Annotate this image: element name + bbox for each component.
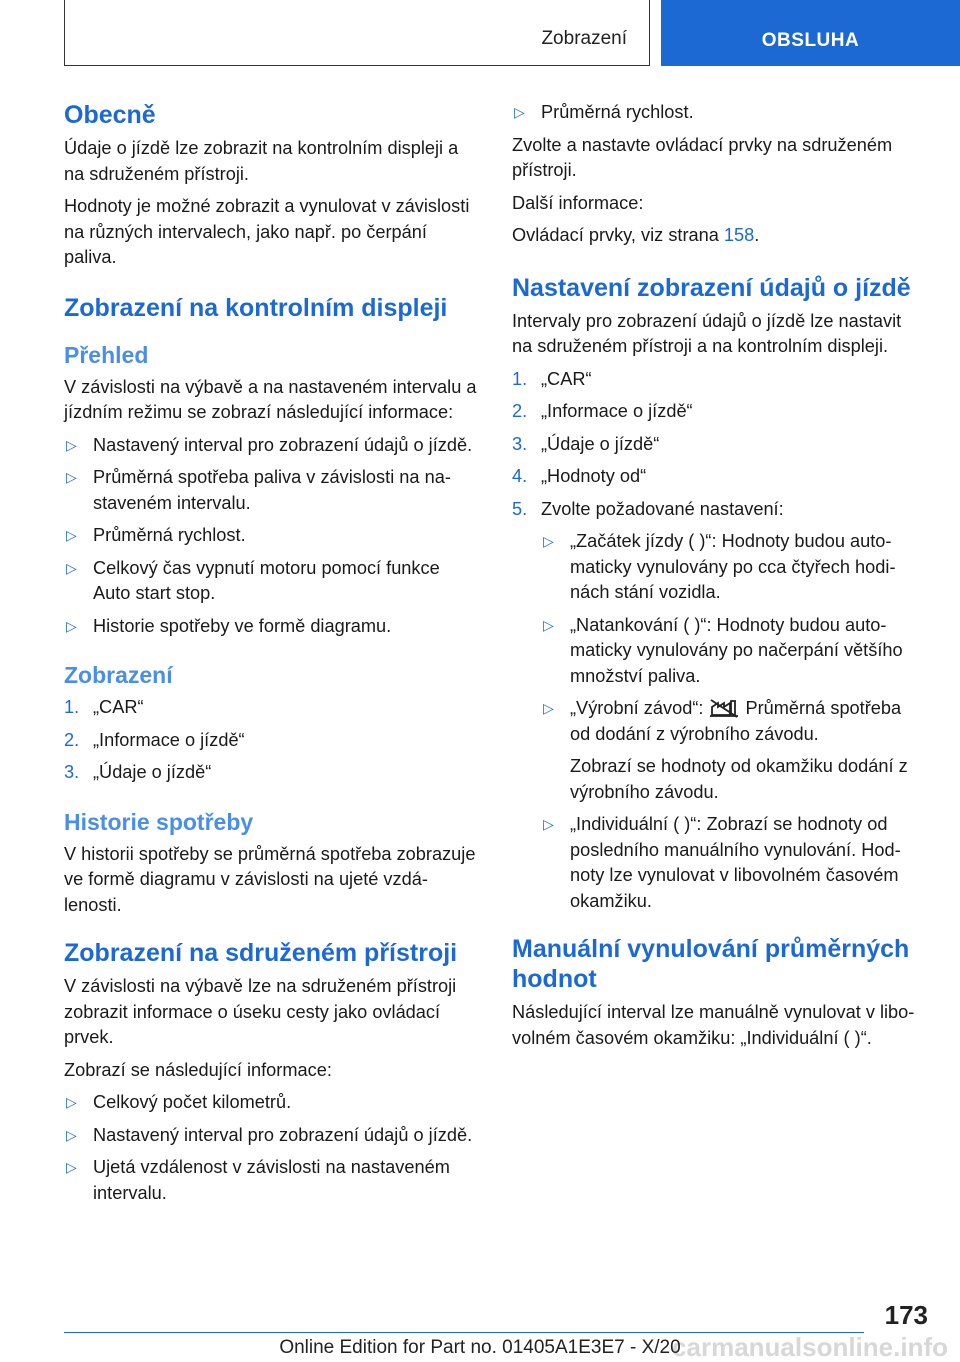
list-continued <box>512 100 926 126</box>
page-header <box>0 0 960 66</box>
paragraph-obecne-1: Údaje o jízdě lze zobrazit na kontrolním displeji a na sdruženém přístroji. <box>64 138 459 184</box>
triangle-right-outline-icon: ▷ <box>514 104 525 120</box>
list-item: ▷ Celkový počet kilometrů. <box>64 1090 478 1116</box>
paragraph-manualni: Následující interval lze manuálně vynulovat v libovolném časovém okamžiku: „Individuální ( )“. <box>512 1002 915 1048</box>
sublist-item: ▷ „Výrobní závod“: Průměrná spotřeba od dodání z výrobního závodu. Zobrazí se hodnoty od okamžiku dodání z výrobního závodu. <box>541 696 926 805</box>
paragraph-obecne-2: Hodnoty je možné zobrazit a vynulovat v závislosti na různých intervalech, jako např. po čerpání paliva. <box>64 196 470 267</box>
paragraph-right-1: Zvolte a nastavte ovládací prvky na sdruženém přístroji. <box>512 134 893 180</box>
step-item: 1. „CAR“ <box>64 697 144 717</box>
steps-zobrazeni <box>64 695 478 786</box>
triangle-right-outline-icon: ▷ <box>66 436 77 453</box>
list-item: ▷ Průměrná spotřeba paliva v závislosti na nastaveném intervalu. <box>66 467 451 513</box>
triangle-right-outline-icon: ▷ <box>543 700 554 716</box>
footer-edition: Online Edition for Part no. 01405A1E3E7 - X/20 <box>279 1337 681 1358</box>
triangle-right-outline-icon: ▷ <box>543 533 554 549</box>
list-item: ▷ Nastavený interval pro zobrazení údajů o jízdě. <box>64 433 478 459</box>
left-column <box>64 100 478 1213</box>
heading-historie: Historie spotřeby <box>64 808 254 835</box>
sublist-item: ▷ „Natankování ( )“: Hodnoty budou automaticky vynulovány po načerpání většího množství paliva. <box>543 614 903 686</box>
sublist-item-note: Zobrazí se hodnoty od okamžiku dodání z výrobního závodu. <box>570 756 908 802</box>
step-item: 1. „CAR“ <box>512 368 592 389</box>
step-item: 2. „Informace o jízdě“ <box>64 729 245 750</box>
step-item: 3. „Údaje o jízdě“ <box>512 433 660 454</box>
paragraph-sdruzeny-1: V závislosti na výbavě lze na sdruženém přístroji zobrazit informace o úseku cesty jako ovládací prvek. <box>64 976 457 1047</box>
step-item: 5. Zvolte požadované nastavení: ▷ „Začátek jízdy ( )“: Hodnoty budou automaticky vynulovány po cca čtyřech hodinách stání vozidla. ▷ „Natankování ( )“: Hodnoty budou automaticky vynulovány po načerpání většího množství paliva. ▷ „Výrobní závod“: Průměrná spotřeba od dodání z výrobního závodu. Zobrazí se hodnoty od okamžiku dodání z výrobního závodu. ▷ „Individuální ( )“: Zobrazí se hodnoty od posledního manuálního vynulování. Hodnoty lze vynulovat v libovolném časovém okamžiku. <box>512 497 926 915</box>
triangle-right-outline-icon: ▷ <box>66 1159 77 1175</box>
page-reference-link[interactable]: 158 <box>723 225 755 245</box>
triangle-right-outline-icon: ▷ <box>66 617 77 634</box>
list-item: ▷ Průměrná rychlost. <box>512 100 926 126</box>
list-item: ▷ Celkový čas vypnutí motoru pomocí funkce Auto start stop. <box>66 557 440 603</box>
heading-manualni: Manuální vynulování průměrných hodnot <box>512 935 910 993</box>
heading-obecne: Obecně <box>64 101 156 129</box>
triangle-right-outline-icon: ▷ <box>66 1126 77 1143</box>
right-column <box>512 100 926 1058</box>
steps-nastaveni <box>512 367 926 915</box>
paragraph-right-2: Další informace: <box>512 192 644 213</box>
header-chapter-label: OBSLUHA <box>761 30 860 51</box>
sublist-item: ▷ „Individuální ( )“: Zobrazí se hodnoty od posledního manuálního vynulování. Hodnoty lze vynulovat v libovolném časovém okamžiku. <box>543 814 901 911</box>
step-item: 3. „Údaje o jízdě“ <box>64 762 212 782</box>
factory-icon <box>709 698 739 718</box>
heading-nastaveni: Nastavení zobrazení údajů o jízdě <box>512 273 911 302</box>
paragraph-nastaveni-intro: Intervaly pro zobrazení údajů o jízdě lze nastavit na sdruženém přístroji a na kontrolním displeji. <box>512 310 902 356</box>
header-chapter-tab <box>661 0 960 66</box>
watermark: carmanualsonline.info <box>672 1332 948 1362</box>
sublist-settings <box>541 529 926 914</box>
list-sdruzeny <box>64 1090 478 1206</box>
heading-sdruzeny-pristroj: Zobrazení na sdruženém přístroji <box>64 939 458 967</box>
page-footer <box>0 1290 960 1362</box>
step-item: 4. „Hodnoty od“ <box>512 466 647 486</box>
triangle-right-outline-icon: ▷ <box>66 559 77 576</box>
triangle-right-outline-icon: ▷ <box>543 616 554 633</box>
paragraph-historie: V historii spotřeby se průměrná spotřeba zobrazuje ve formě diagramu v závislosti na ujeté vzdálenosti. <box>64 843 476 915</box>
list-item: ▷ Nastavený interval pro zobrazení údajů o jízdě. <box>64 1123 478 1149</box>
header-section-box <box>64 0 650 66</box>
page-number: 173 <box>884 1300 928 1330</box>
triangle-right-outline-icon: ▷ <box>66 1094 77 1110</box>
heading-kontrolni-displej: Zobrazení na kontrolním displeji <box>64 293 448 322</box>
paragraph-sdruzeny-2: Zobrazí se následující informace: <box>64 1059 332 1080</box>
paragraph-right-3: Ovládací prvky, viz strana 158. <box>512 225 760 245</box>
step-item: 2. „Informace o jízdě“ <box>512 401 693 421</box>
list-prehled <box>64 433 478 640</box>
triangle-right-outline-icon: ▷ <box>543 816 554 832</box>
list-item: ▷ Průměrná rychlost. <box>64 523 478 549</box>
list-item: ▷ Historie spotřeby ve formě diagramu. <box>64 614 478 640</box>
list-item: ▷ Ujetá vzdálenost v závislosti na nastaveném intervalu. <box>66 1157 450 1203</box>
heading-zobrazeni: Zobrazení <box>64 662 173 688</box>
heading-prehled: Přehled <box>64 341 149 368</box>
sublist-item: ▷ „Začátek jízdy ( )“: Hodnoty budou automaticky vynulovány po cca čtyřech hodinách stání vozidla. <box>543 531 896 602</box>
triangle-right-outline-icon: ▷ <box>66 469 77 485</box>
triangle-right-outline-icon: ▷ <box>66 527 77 543</box>
header-section-title: Zobrazení <box>541 28 627 49</box>
paragraph-prehled-intro: V závislosti na výbavě a na nastaveném intervalu a jízdním režimu se zobrazí následující informace: <box>64 376 477 422</box>
